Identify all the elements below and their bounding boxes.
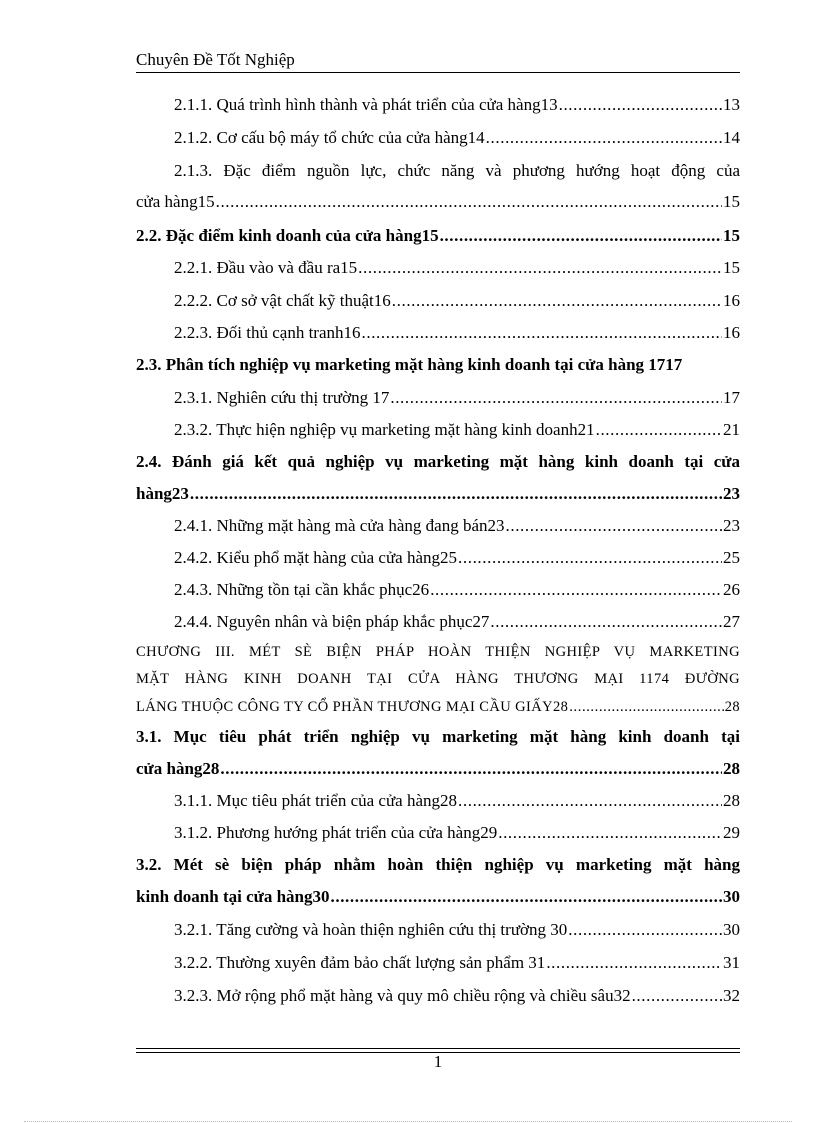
toc-leader-dots — [216, 189, 722, 215]
toc-section-title: 2.3. Phân tích nghiệp vụ marketing mặt hàng kinh doanh tại cửa hàng 1717 — [136, 355, 683, 374]
toc-chapter-line2[interactable] — [136, 666, 740, 692]
toc-entry-title: 2.2.1. Đầu vào và đầu ra15 — [174, 258, 358, 277]
toc-entry[interactable] — [174, 320, 740, 346]
toc-entry-title: 3.1.1. Mục tiêu phát triển của cửa hàng28 — [174, 791, 458, 810]
toc-leader-dots — [596, 417, 722, 443]
toc-section-title: 2.2. Đặc điểm kinh doanh của cửa hàng15 — [136, 226, 439, 245]
toc-leader-dots — [569, 694, 723, 720]
toc-entry-page: 15 — [723, 192, 740, 211]
toc-entry[interactable] — [174, 255, 740, 281]
toc-entry-page: 17 — [723, 388, 740, 407]
toc-entry-title: 2.1.2. Cơ cấu bộ máy tổ chức của cửa hàng14 — [174, 128, 485, 147]
toc-leader-dots — [486, 125, 722, 151]
toc-leader-dots — [568, 917, 722, 943]
toc-chapter-title-cont: LÁNG THUỘC CÔNG TY CỔ PHẦN THƯƠNG MẠI CẦU GIẤY28 — [136, 699, 569, 715]
toc-entry[interactable] — [174, 545, 740, 571]
toc-leader-dots — [546, 950, 722, 976]
toc-leader-dots — [632, 983, 722, 1009]
toc-chapter-title: CHƯƠNG III. MÉT SÈ BIỆN PHÁP HOÀN THIỆN NGHIỆP VỤ MARKETING — [136, 644, 740, 660]
toc-entry-title: 2.4.3. Những tồn tại cần khắc phục26 — [174, 580, 430, 599]
toc-entry-title: 3.1.2. Phương hướng phát triển của cửa hàng29 — [174, 823, 498, 842]
toc-section-line1[interactable] — [136, 852, 740, 878]
toc-entry[interactable] — [174, 917, 740, 943]
toc-leader-dots — [362, 320, 723, 346]
toc-entry-page: 16 — [723, 291, 740, 310]
toc-entry[interactable] — [174, 125, 740, 151]
toc-entry-page: 28 — [723, 791, 740, 810]
toc-entry[interactable] — [174, 513, 740, 539]
toc-entry[interactable] — [174, 288, 740, 314]
toc-entry[interactable] — [174, 950, 740, 976]
toc-leader-dots — [190, 481, 722, 507]
toc-entry-title: 2.2.3. Đối thủ cạnh tranh16 — [174, 323, 361, 342]
toc-section-line2[interactable] — [136, 481, 740, 507]
toc-entry-page: 31 — [723, 953, 740, 972]
toc-entry-page: 23 — [723, 516, 740, 535]
toc-entry-line2[interactable] — [136, 189, 740, 215]
toc-entry[interactable] — [174, 788, 740, 814]
toc-section-page: 30 — [723, 887, 740, 906]
toc-section-page: 23 — [723, 484, 740, 503]
toc-entry[interactable] — [174, 417, 740, 443]
toc-entry-title: 3.2.1. Tăng cường và hoàn thiện nghiên cứu thị trường 30 — [174, 920, 568, 939]
toc-entry[interactable] — [174, 577, 740, 603]
toc-leader-dots — [458, 545, 722, 571]
toc-entry[interactable] — [174, 820, 740, 846]
toc-entry-page: 14 — [723, 128, 740, 147]
toc-section[interactable] — [136, 352, 682, 378]
toc-entry-page: 15 — [723, 258, 740, 277]
toc-entry-title: 2.1.3. Đặc điểm nguồn lực, chức năng và phương hướng hoạt động của — [174, 161, 740, 180]
toc-section-line2[interactable] — [136, 884, 740, 910]
toc-leader-dots — [490, 609, 722, 635]
toc-entry-page: 27 — [723, 612, 740, 631]
toc-entry-page: 30 — [723, 920, 740, 939]
toc-entry-page: 21 — [723, 420, 740, 439]
toc-leader-dots — [440, 223, 722, 249]
toc-section-title-cont: kinh doanh tại cửa hàng30 — [136, 887, 330, 906]
toc-entry-title-cont: cửa hàng15 — [136, 192, 215, 211]
toc-entry-title: 3.2.2. Thường xuyên đảm bảo chất lượng sản phẩm 31 — [174, 953, 546, 972]
toc-entry[interactable] — [174, 92, 740, 118]
toc-entry-page: 32 — [723, 986, 740, 1005]
toc-entry-title: 2.1.1. Quá trình hình thành và phát triển của cửa hàng13 — [174, 95, 558, 114]
toc-chapter-line1[interactable] — [136, 639, 740, 665]
toc-leader-dots — [498, 820, 722, 846]
toc-section-title-cont: cửa hàng28 — [136, 759, 220, 778]
toc-section-line2[interactable] — [136, 756, 740, 782]
toc-entry-page: 13 — [723, 95, 740, 114]
toc-chapter-line3[interactable] — [136, 694, 740, 720]
toc-entry[interactable] — [174, 609, 740, 635]
toc-leader-dots — [430, 577, 722, 603]
toc-entry[interactable] — [174, 385, 740, 411]
toc-chapter-page: 28 — [724, 699, 740, 715]
page-bottom-edge — [24, 1121, 792, 1122]
toc-leader-dots — [506, 513, 723, 539]
toc-leader-dots — [390, 385, 722, 411]
toc-section-line1[interactable] — [136, 449, 740, 475]
toc-section-title: 2.4. Đánh giá kết quả nghiệp vụ marketing mặt hàng kinh doanh tại cửa — [136, 452, 740, 471]
toc-leader-dots — [331, 884, 723, 910]
toc-entry-page: 29 — [723, 823, 740, 842]
toc-entry-page: 25 — [723, 548, 740, 567]
toc-section-line1[interactable] — [136, 724, 740, 750]
toc-leader-dots — [458, 788, 722, 814]
toc-section-title: 3.1. Mục tiêu phát triển nghiệp vụ marketing mặt hàng kinh doanh tại — [136, 727, 740, 746]
toc-leader-dots — [392, 288, 722, 314]
header-rule — [136, 72, 740, 73]
toc-entry-title: 2.2.2. Cơ sở vật chất kỹ thuật16 — [174, 291, 391, 310]
toc-entry[interactable] — [174, 983, 740, 1009]
toc-entry-page: 16 — [723, 323, 740, 342]
toc-entry-line1[interactable] — [174, 158, 740, 184]
toc-leader-dots — [358, 255, 722, 281]
footer-rule — [136, 1048, 740, 1049]
page-header-title: Chuyên Đề Tốt Nghiệp — [136, 50, 295, 69]
toc-chapter-title-cont: MẶT HÀNG KINH DOANH TẠI CỬA HÀNG THƯƠNG MẠI 1174 ĐƯỜNG — [136, 671, 740, 687]
toc-section-title: 3.2. Mét sè biện pháp nhằm hoàn thiện nghiệp vụ marketing mặt hàng — [136, 855, 740, 874]
toc-entry-title: 2.4.4. Nguyên nhân và biện pháp khắc phục27 — [174, 612, 490, 631]
toc-entry-title: 2.3.2. Thực hiện nghiệp vụ marketing mặt hàng kinh doanh21 — [174, 420, 595, 439]
toc-entry-page: 26 — [723, 580, 740, 599]
toc-entry-title: 2.4.2. Kiểu phổ mặt hàng của cửa hàng25 — [174, 548, 458, 567]
toc-section-title-cont: hàng23 — [136, 484, 189, 503]
toc-leader-dots — [220, 756, 722, 782]
toc-section[interactable] — [136, 223, 740, 249]
toc-entry-title: 2.4.1. Những mặt hàng mà cửa hàng đang bán23 — [174, 516, 505, 535]
toc-entry-title: 2.3.1. Nghiên cứu thị trường 17 — [174, 388, 390, 407]
toc-leader-dots — [559, 92, 722, 118]
toc-section-page: 15 — [723, 226, 740, 245]
page-number: 1 — [433, 1052, 443, 1071]
toc-section-page: 28 — [723, 759, 740, 778]
toc-entry-title: 3.2.3. Mở rộng phổ mặt hàng và quy mô chiều rộng và chiều sâu32 — [174, 986, 631, 1005]
